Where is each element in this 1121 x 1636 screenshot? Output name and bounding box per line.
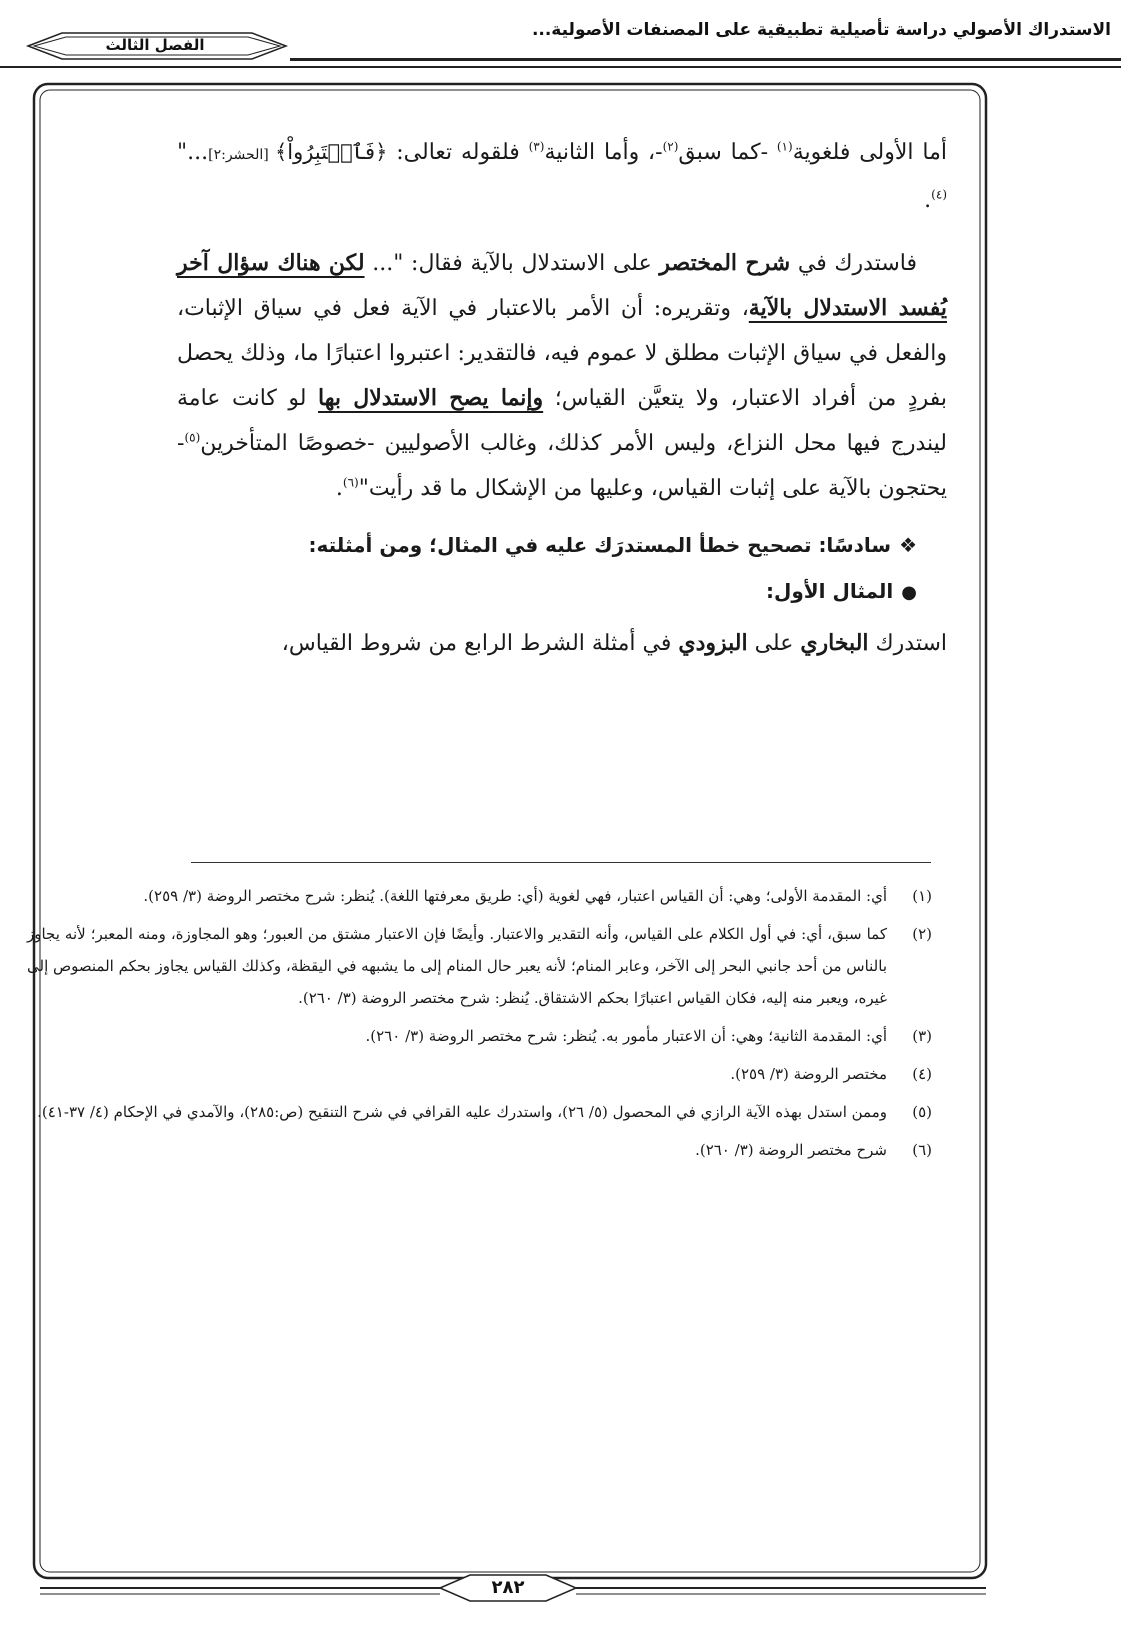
- footnote-text: شرح مختصر الروضة (٣/ ٢٦٠).: [695, 1141, 887, 1159]
- footnote-ref[interactable]: (٢): [662, 139, 679, 154]
- text-run: لو كانت عامة ليندرج فيها محل النزاع، وليس الأمر كذلك، وغالب الأصوليين -خصوصًا المتأخرين: [177, 386, 947, 456]
- paragraph-3: [177, 621, 947, 666]
- footnote-text: أي: المقدمة الأولى؛ وهي: أن القياس اعتبار، فهي لغوية (أي: طريق معرفتها اللغة). يُنظر: شرح مختصر الروضة (٣/ ٢٥٩).: [143, 887, 887, 905]
- footnote-text: مختصر الروضة (٣/ ٢٥٩).: [730, 1065, 887, 1083]
- underlined-quote: وإنما يصح الاستدلال بها: [318, 385, 544, 411]
- footnotes: [27, 880, 932, 1172]
- scholar-name: البزودي: [678, 630, 748, 656]
- footnote: [27, 918, 932, 1014]
- footnote-ref[interactable]: (٣): [528, 139, 545, 154]
- text-run: استدرك: [868, 631, 947, 656]
- book-title: الاستدراك الأصولي دراسة تأصيلية تطبيقية على المصنفات الأصولية...: [531, 20, 1111, 40]
- footnote: [27, 880, 932, 912]
- footnote-ref[interactable]: (٦): [342, 475, 359, 490]
- footnote: [27, 1096, 932, 1128]
- footnote-number: (٣): [912, 1027, 932, 1045]
- footnote-text: كما سبق، أي: في أول الكلام على القياس، وأنه التقدير والاعتبار. وأيضًا فإن الاعتبار مشتق من العبور؛ وهو المجاوزة، ومنه المعبر؛ لأنه يجاوز بالناس من أحد جانبي البحر إلى الآخر، وعابر المنام؛ لأنه يعبر حال المنام إلى ما يشبهه في اليقظة، وكذلك القياس يجاوز بحكم المنصوص إلى غيره، ويعبر منه إليه، فكان القياس اعتبارًا بحكم الاشتقاق. يُنظر: شرح مختصر الروضة (٣/ ٢٦٠).: [27, 925, 887, 1007]
- text-run: فلقوله تعالى:: [387, 140, 529, 165]
- bullet-icon: ●: [901, 582, 917, 603]
- verse-reference: [الحشر:٢]: [208, 147, 275, 163]
- text-run: في أمثلة الشرط الرابع من شروط القياس،: [281, 631, 679, 656]
- text-run: .: [335, 476, 343, 501]
- paragraph-2: [177, 241, 947, 511]
- footnote-text: أي: المقدمة الثانية؛ وهي: أن الاعتبار مأمور به. يُنظر: شرح مختصر الروضة (٣/ ٢٦٠).: [365, 1027, 887, 1045]
- footnote-number: (٥): [912, 1103, 932, 1121]
- text-run: -كما سبق: [678, 140, 777, 165]
- page-number: ٢٨٢: [491, 1577, 525, 1598]
- text-run: .: [924, 188, 932, 213]
- scholar-name: البخاري: [800, 630, 869, 656]
- footnote-number: (٤): [912, 1065, 932, 1083]
- book-name: شرح المختصر: [659, 250, 791, 276]
- text-run: ...": [177, 140, 209, 165]
- section-heading-text: سادسًا: تصحيح خطأ المستدرَك عليه في المثال؛ ومن أمثلته:: [308, 533, 892, 557]
- text-run: على الاستدلال بالآية فقال: "...: [364, 251, 660, 276]
- underlined-quote: لكن هناك سؤال آخر يُفسد الاستدلال بالآية: [177, 250, 947, 321]
- main-text: [177, 130, 947, 666]
- quran-verse: ﴿فَٱعۡتَبِرُواْ﴾: [275, 140, 388, 164]
- section-heading: [177, 533, 917, 557]
- example-heading: [177, 579, 917, 603]
- text-run: - يحتجون بالآية على إثبات القياس، وعليها من الإشكال ما قد رأيت": [177, 431, 947, 501]
- footnote-number: (٢): [912, 925, 932, 943]
- footnote-ref[interactable]: (٤): [931, 187, 947, 202]
- footnote: [27, 1058, 932, 1090]
- text-run: أما الأولى فلغوية: [792, 140, 947, 165]
- footnote: [27, 1134, 932, 1166]
- chapter-title: الفصل الثالث: [105, 36, 205, 54]
- footnote-ref[interactable]: (٥): [184, 430, 201, 445]
- footnote-ref[interactable]: (١): [776, 139, 793, 154]
- example-heading-text: المثال الأول:: [765, 579, 894, 603]
- footnote-number: (١): [912, 887, 932, 905]
- text-run: ، وتقريره: أن الأمر بالاعتبار في الآية فعل في سياق الإثبات، والفعل في سياق الإثبات مطلق لا عموم فيه، فالتقدير: اعتبروا اعتبارًا ما، وذلك يحصل بفردٍ من أفراد الاعتبار، ولا يتعيَّن القياس؛: [177, 296, 947, 411]
- footnote-text: وممن استدل بهذه الآية الرازي في المحصول (٥/ ٢٦)، واستدرك عليه القرافي في شرح التنقيح (ص:٢٨٥)، والآمدي في الإحكام (٤/ ٣٧-٤١).: [37, 1103, 887, 1121]
- footnote: [27, 1020, 932, 1052]
- footnote-separator: [191, 862, 931, 863]
- diamond-bullet-icon: ❖: [899, 533, 917, 557]
- text-run: على: [747, 631, 801, 656]
- text-run: فاستدرك في: [790, 251, 918, 276]
- text-run: -، وأما الثانية: [544, 140, 663, 165]
- footnote-number: (٦): [912, 1141, 932, 1159]
- paragraph-1: [177, 130, 947, 223]
